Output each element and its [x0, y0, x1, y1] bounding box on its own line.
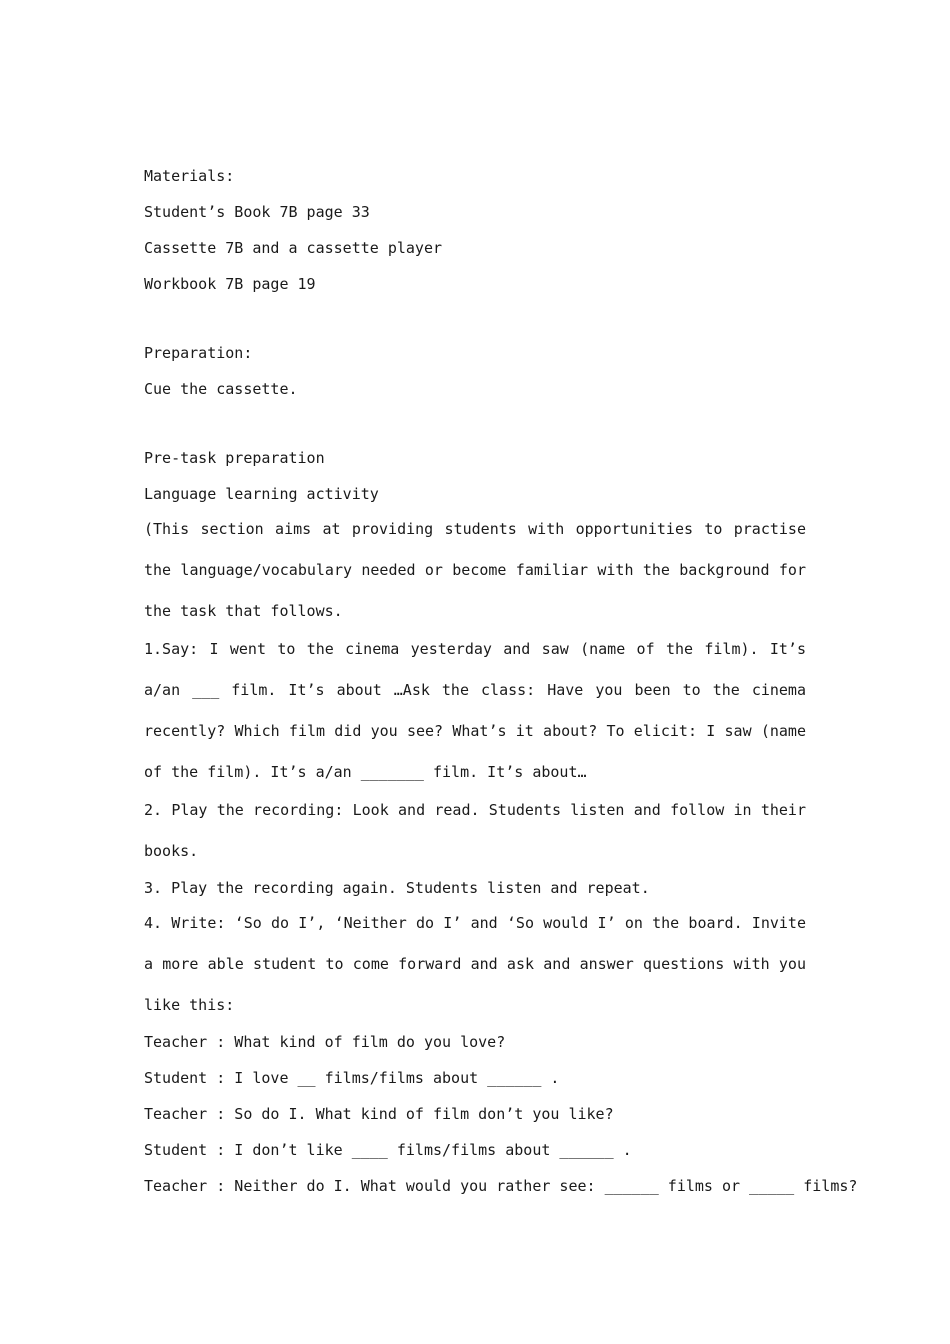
pretask-step-4: 4. Write: ‘So do I’, ‘Neither do I’ and ‘So would I’ on the board. Invite a more able student to come forward and ask and answer questions with you like this: — [144, 914, 806, 1014]
section-gap — [144, 407, 806, 440]
dialogue-line: Student : I love __ films/films about ______ . — [144, 1069, 560, 1087]
pretask-heading: Pre-task preparation — [144, 449, 325, 467]
dialogue-line: Teacher : So do I. What kind of film don’t you like? — [144, 1105, 614, 1123]
pretask-intro: (This section aims at providing students with opportunities to practise the language/vocabulary needed or become familiar with the background for the task that follows. — [144, 520, 806, 620]
pretask-subheading: Language learning activity — [144, 485, 379, 503]
materials-item-workbook: Workbook 7B page 19 — [144, 275, 316, 293]
pretask-step-3: 3. Play the recording again. Students listen and repeat. — [144, 879, 650, 897]
preparation-text: Cue the cassette. — [144, 380, 298, 398]
materials-item-book: Student’s Book 7B page 33 — [144, 203, 370, 221]
dialogue-line: Student : I don’t like ____ films/films about ______ . — [144, 1141, 632, 1159]
pretask-step-2: 2. Play the recording: Look and read. Students listen and follow in their books. — [144, 801, 806, 860]
materials-heading: Materials: — [144, 167, 235, 185]
dialogue-line: Teacher : What kind of film do you love? — [144, 1033, 506, 1051]
preparation-heading: Preparation: — [144, 344, 253, 362]
materials-item-cassette: Cassette 7B and a cassette player — [144, 239, 443, 257]
section-gap — [144, 302, 806, 335]
document-page — [144, 158, 858, 1204]
pretask-step-1: 1.Say: I went to the cinema yesterday and saw (name of the film). It’s a/an ___ film. It’s about …Ask the class: Have you been to the cinema recently? Which film did you see? What’s it about? To elicit: I saw (name of the film). It’s a/an _______ film. It’s about… — [144, 640, 806, 781]
dialogue-line: Teacher : Neither do I. What would you rather see: ______ films or _____ films? — [144, 1177, 858, 1195]
